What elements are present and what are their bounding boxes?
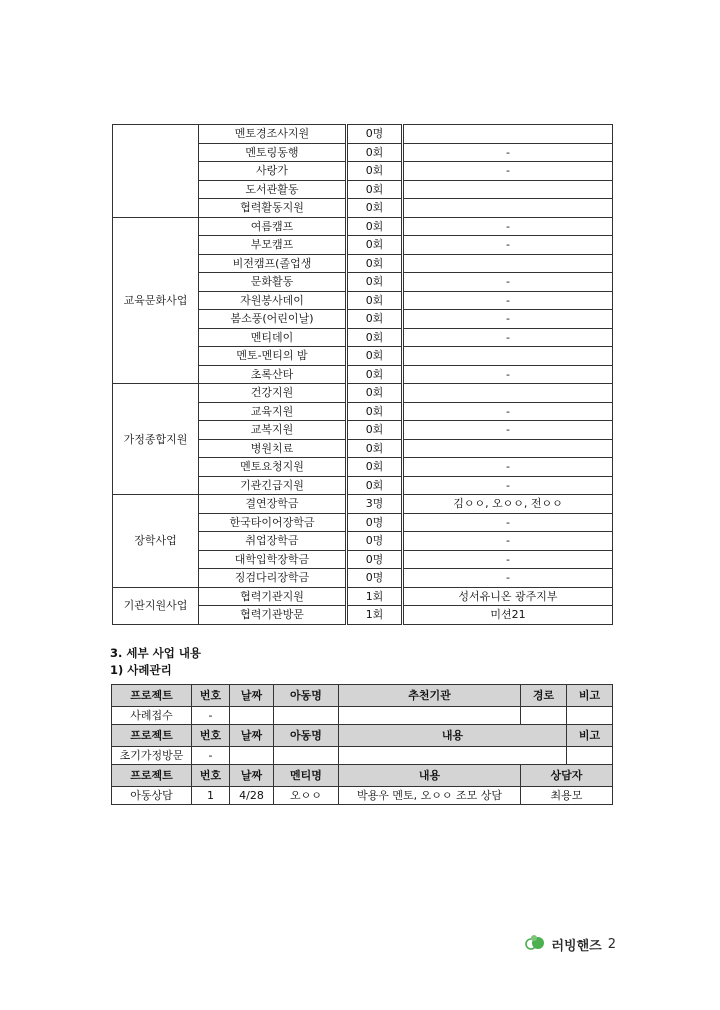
program-count: 3명: [347, 495, 403, 514]
program-item: 멘토링동행: [199, 143, 347, 162]
program-note: -: [403, 162, 613, 181]
program-note: [403, 254, 613, 273]
program-item: 대학입학장학금: [199, 550, 347, 569]
program-item: 부모캠프: [199, 236, 347, 255]
program-count: 0회: [347, 347, 403, 366]
cell-route: [521, 707, 567, 725]
program-item: 문화활동: [199, 273, 347, 292]
program-count: 0회: [347, 328, 403, 347]
program-item: 사랑가: [199, 162, 347, 181]
cell-counselor: 최용모: [521, 787, 613, 805]
cell-date: 4/28: [230, 787, 274, 805]
program-count: 0회: [347, 180, 403, 199]
program-note: -: [403, 365, 613, 384]
program-count: 0명: [347, 550, 403, 569]
program-note: -: [403, 458, 613, 477]
header-date: 날짜: [230, 765, 274, 787]
intake-row: [112, 707, 613, 725]
program-note: -: [403, 273, 613, 292]
program-note: -: [403, 328, 613, 347]
cell-content: 박용우 멘토, 오ㅇㅇ 조모 상담: [339, 787, 521, 805]
category-cell-blank: [113, 125, 199, 218]
program-count: 1회: [347, 587, 403, 606]
program-item: 교복지원: [199, 421, 347, 440]
program-note: [403, 384, 613, 403]
header-note: 비고: [567, 685, 613, 707]
case-management-table: [111, 684, 613, 805]
header-mentee-name: 멘티명: [274, 765, 339, 787]
cell-content: [339, 747, 567, 765]
program-note: 성서유니온 광주지부: [403, 587, 613, 606]
program-count: 1회: [347, 606, 403, 625]
program-item: 멘토요청지원: [199, 458, 347, 477]
subsection-heading: 1) 사례관리: [110, 663, 172, 677]
header-route: 경로: [521, 685, 567, 707]
category-family-support: 가정종합지원: [113, 384, 199, 495]
cell-project: 초기가정방문: [112, 747, 192, 765]
page-number: 2: [607, 936, 616, 952]
header-content: 내용: [339, 765, 521, 787]
program-item: 취업장학금: [199, 532, 347, 551]
consult-row: [112, 787, 613, 805]
header-counselor: 상담자: [521, 765, 613, 787]
cell-number: -: [192, 707, 230, 725]
program-item: 협력기관방문: [199, 606, 347, 625]
cell-child-name: [274, 747, 339, 765]
program-count: 0명: [347, 125, 403, 144]
visit-row: [112, 747, 613, 765]
program-note: [403, 180, 613, 199]
program-count: 0회: [347, 217, 403, 236]
program-note: [403, 439, 613, 458]
header-project: 프로젝트: [112, 765, 192, 787]
program-item: 도서관활동: [199, 180, 347, 199]
program-item: 협력기관지원: [199, 587, 347, 606]
program-summary-table: [112, 124, 613, 625]
cell-project: 사례접수: [112, 707, 192, 725]
program-count: 0회: [347, 162, 403, 181]
program-item: 협력활동지원: [199, 199, 347, 218]
program-item: 병원치료: [199, 439, 347, 458]
program-count: 0회: [347, 310, 403, 329]
consult-header-row: [112, 765, 613, 787]
program-count: 0회: [347, 236, 403, 255]
program-item: 징검다리장학금: [199, 569, 347, 588]
program-note: [403, 125, 613, 144]
header-note: 비고: [567, 725, 613, 747]
program-note: 김ㅇㅇ, 오ㅇㅇ, 전ㅇㅇ: [403, 495, 613, 514]
program-note: -: [403, 532, 613, 551]
program-note: [403, 347, 613, 366]
cell-date: [230, 707, 274, 725]
cell-number: 1: [192, 787, 230, 805]
category-edu-culture: 교육문화사업: [113, 217, 199, 384]
category-agency-support: 기관지원사업: [113, 587, 199, 624]
program-count: 0회: [347, 254, 403, 273]
program-item: 멘티데이: [199, 328, 347, 347]
program-item: 여름캠프: [199, 217, 347, 236]
program-item: 자원봉사데이: [199, 291, 347, 310]
header-referral-agency: 추천기관: [339, 685, 521, 707]
program-note: [403, 199, 613, 218]
program-note: -: [403, 143, 613, 162]
cell-number: -: [192, 747, 230, 765]
program-count: 0명: [347, 513, 403, 532]
program-note: -: [403, 550, 613, 569]
header-number: 번호: [192, 725, 230, 747]
program-count: 0회: [347, 273, 403, 292]
program-item: 교육지원: [199, 402, 347, 421]
program-note: -: [403, 513, 613, 532]
program-note: -: [403, 421, 613, 440]
program-item: 한국타이어장학금: [199, 513, 347, 532]
program-note: -: [403, 569, 613, 588]
loving-hands-logo-icon: [525, 934, 547, 954]
section-heading: 3. 세부 사업 내용: [110, 646, 202, 660]
program-note: -: [403, 310, 613, 329]
page-footer: [525, 934, 616, 954]
logo-text: 러빙핸즈: [551, 938, 602, 954]
header-number: 번호: [192, 685, 230, 707]
program-note: 미션21: [403, 606, 613, 625]
header-project: 프로젝트: [112, 725, 192, 747]
cell-note: [567, 707, 613, 725]
cell-project: 아동상담: [112, 787, 192, 805]
header-date: 날짜: [230, 685, 274, 707]
program-item: 봄소풍(어린이날): [199, 310, 347, 329]
category-scholarship: 장학사업: [113, 495, 199, 588]
program-count: 0회: [347, 384, 403, 403]
program-count: 0명: [347, 532, 403, 551]
program-item: 건강지원: [199, 384, 347, 403]
program-item: 비전캠프(졸업생: [199, 254, 347, 273]
program-count: 0회: [347, 199, 403, 218]
header-number: 번호: [192, 765, 230, 787]
header-content: 내용: [339, 725, 567, 747]
program-count: 0회: [347, 421, 403, 440]
header-project: 프로젝트: [112, 685, 192, 707]
cell-note: [567, 747, 613, 765]
cell-referral-agency: [339, 707, 521, 725]
program-note: -: [403, 291, 613, 310]
header-child-name: 아동명: [274, 725, 339, 747]
header-child-name: 아동명: [274, 685, 339, 707]
program-item: 초록산타: [199, 365, 347, 384]
program-note: -: [403, 217, 613, 236]
program-count: 0회: [347, 458, 403, 477]
header-date: 날짜: [230, 725, 274, 747]
program-count: 0회: [347, 291, 403, 310]
program-count: 0회: [347, 476, 403, 495]
program-count: 0회: [347, 402, 403, 421]
cell-mentee-name: 오ㅇㅇ: [274, 787, 339, 805]
program-count: 0명: [347, 569, 403, 588]
program-item: 결연장학금: [199, 495, 347, 514]
program-count: 0회: [347, 143, 403, 162]
intake-header-row: [112, 685, 613, 707]
program-count: 0회: [347, 365, 403, 384]
program-note: -: [403, 402, 613, 421]
program-item: 멘토경조사지원: [199, 125, 347, 144]
visit-header-row: [112, 725, 613, 747]
program-count: 0회: [347, 439, 403, 458]
program-note: -: [403, 236, 613, 255]
program-note: -: [403, 476, 613, 495]
program-item: 멘토-멘티의 밤: [199, 347, 347, 366]
cell-date: [230, 747, 274, 765]
cell-child-name: [274, 707, 339, 725]
program-item: 기관긴급지원: [199, 476, 347, 495]
